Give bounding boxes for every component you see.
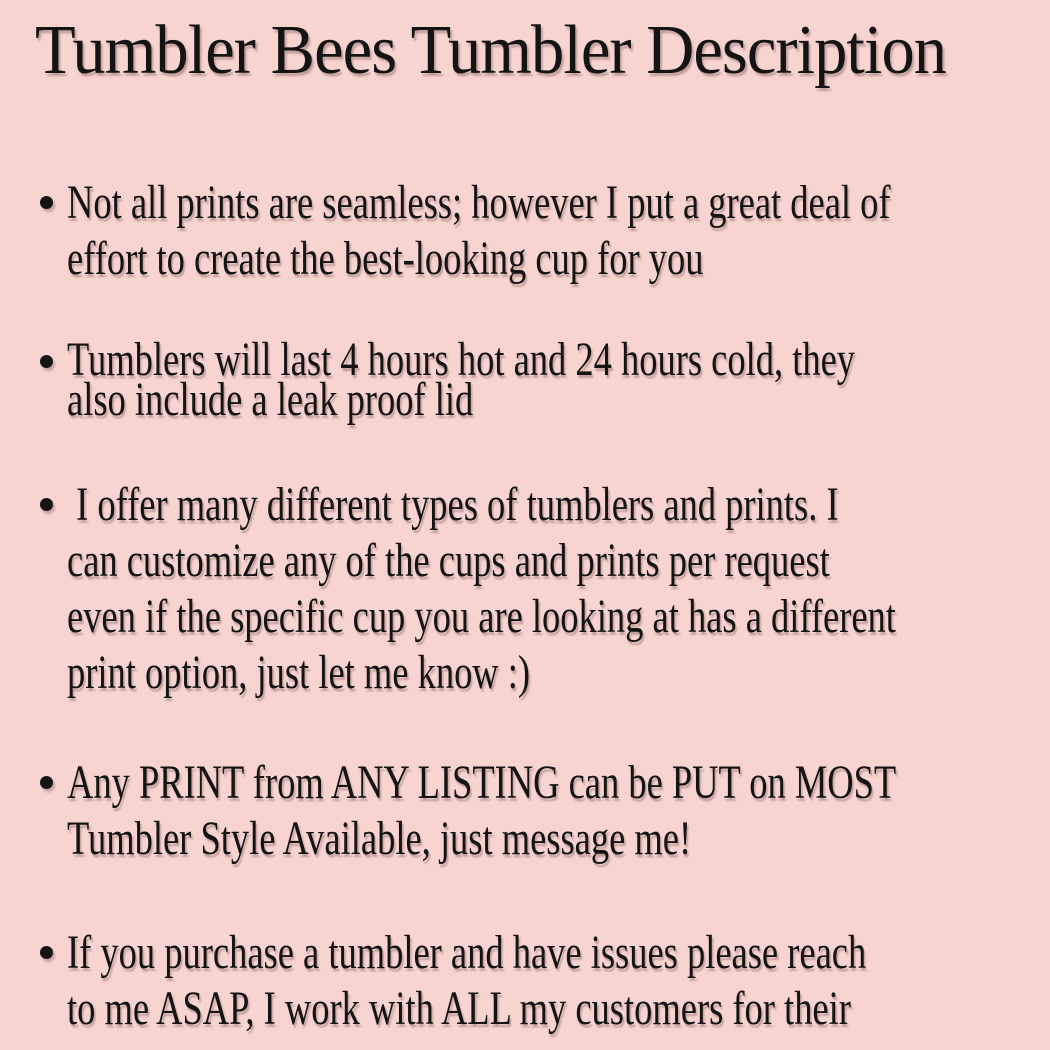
bullet-text (67, 333, 856, 426)
bullet-line: can customize any of the cups and prints per request (67, 534, 830, 587)
bullet-line: print option, just let me know :) (67, 646, 531, 699)
bullet-marker (40, 946, 53, 959)
bullet-item-3 (40, 477, 1050, 701)
bullet-line: Tumblers will last 4 hours hot and 24 hours cold, they (67, 333, 856, 386)
bullet-text (67, 925, 866, 1037)
bullet-line: Tumbler Style Available, just message me! (67, 812, 692, 865)
bullet-line: effort to create the best-looking cup for you (67, 232, 704, 285)
bullet-marker (40, 196, 53, 209)
bullet-text (67, 755, 896, 867)
bullet-item-4 (40, 755, 1050, 867)
bullet-line: even if the specific cup you are looking at has a different (67, 590, 896, 643)
bullet-line: to me ASAP, I work with ALL my customers for their (67, 982, 851, 1035)
bullet-text (67, 477, 896, 701)
bullet-line: I offer many different types of tumblers and prints. I (67, 478, 839, 531)
bullet-line: also include a leak proof lid (67, 373, 474, 426)
page-title: Tumbler Bees Tumbler Description (35, 12, 947, 89)
bullet-item-2 (40, 333, 1050, 426)
bullet-text (67, 175, 891, 287)
bullet-line: Not all prints are seamless; however I put a great deal of (67, 176, 891, 229)
bullet-line: If you purchase a tumbler and have issues please reach (67, 926, 867, 979)
bullet-item-1 (40, 175, 1050, 287)
bullet-item-5 (40, 925, 1050, 1037)
bullet-marker (40, 776, 53, 789)
bullet-marker (40, 355, 53, 368)
bullet-marker (40, 498, 53, 511)
bullet-line: Any PRINT from ANY LISTING can be PUT on MOST (67, 756, 897, 809)
